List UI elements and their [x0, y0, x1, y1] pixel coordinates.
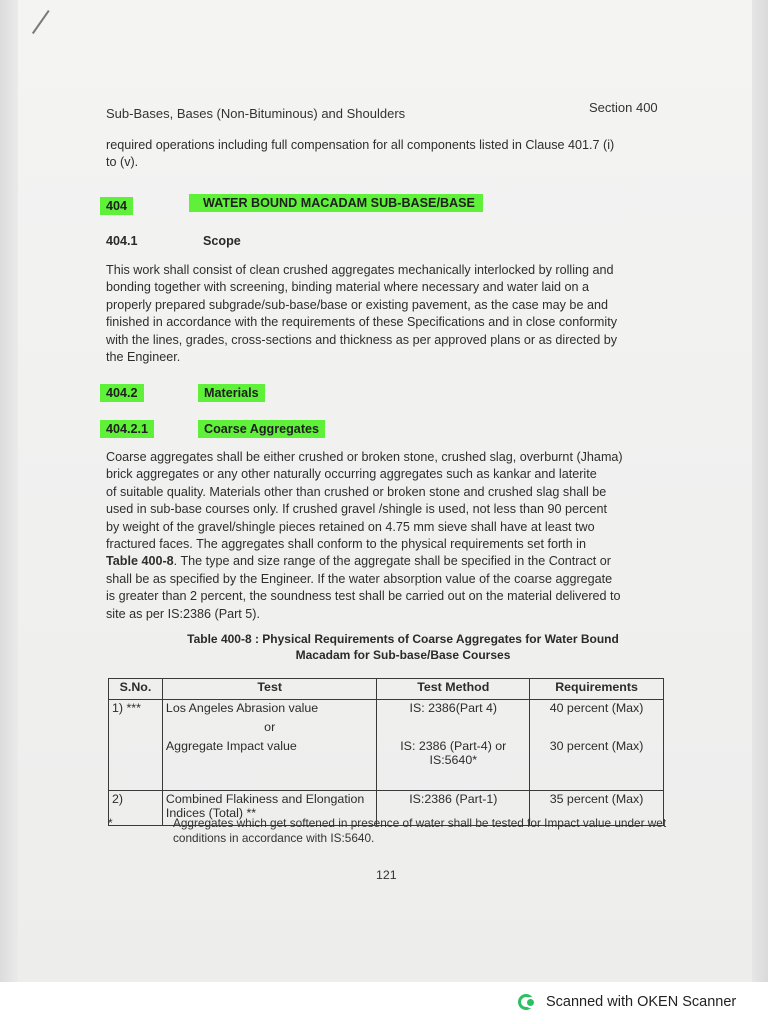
highlighted-materials-title: Materials [198, 384, 265, 402]
method-b: IS: 2386 (Part-4) or IS:5640* [400, 739, 507, 767]
test-la-abrasion: Los Angeles Abrasion value [165, 701, 319, 715]
table-row [109, 700, 664, 791]
coarse-line: is greater than 2 percent, the soundness test shall be carried out on the material delivered to [106, 589, 621, 604]
table-reference: Table 400-8 [106, 554, 174, 569]
requirement-a: 40 percent (Max) [549, 701, 644, 715]
scanner-label: Scanned with OKEN Scanner [546, 994, 737, 1010]
requirement-b: 30 percent (Max) [549, 739, 644, 753]
cell-test [162, 700, 377, 791]
cell-sno: 1) *** [109, 700, 163, 791]
section-404-number [100, 197, 133, 215]
materials-title [198, 384, 265, 402]
test-or: or [264, 720, 276, 734]
scope-line: This work shall consist of clean crushed aggregates mechanically interlocked by rolling and [106, 263, 614, 277]
highlighted-materials-number: 404.2 [100, 384, 144, 402]
scanner-watermark [518, 990, 736, 1014]
coarse-line: brick aggregates or any other naturally occurring aggregates such as kankar and laterite [106, 467, 597, 482]
coarse-line: of suitable quality. Materials other than crushed or broken stone and crushed slag shall be [106, 484, 607, 499]
running-header-section: Section 400 [589, 100, 658, 115]
scope-line: finished in accordance with the requirements of these Specifications and in close conformity [106, 315, 618, 330]
header-test-method: Test Method [377, 679, 530, 700]
highlighted-section-number: 404 [100, 197, 133, 215]
cell-requirement [530, 700, 664, 791]
header-requirements: Requirements [530, 679, 664, 700]
highlighted-coarse-title: Coarse Aggregates [198, 420, 325, 438]
cell-requirement: 35 percent (Max) [530, 791, 664, 826]
cell-test: Combined Flakiness and Elongation Indices (Total) ** [162, 791, 377, 826]
cell-method: IS:2386 (Part-1) [377, 791, 530, 826]
section-404-title [189, 194, 483, 212]
intro-line-2: to (v). [106, 155, 139, 170]
footnote-text: Aggregates which get softened in presence of water shall be tested for Impact value under wet conditions in accordance with IS:5640. [173, 816, 667, 845]
scope-line: properly prepared subgrade/sub-base/base or existing pavement, as the case may be and [106, 297, 608, 312]
materials-number [100, 384, 144, 402]
scope-line: the Engineer. [106, 350, 181, 365]
coarse-line: used in sub-base courses only. If crushed gravel /shingle is used, not less than 90 percent [106, 502, 608, 517]
table-caption-line-2: Macadam for Sub-base/Base Courses [295, 648, 511, 662]
coarse-line-with-ref [106, 553, 666, 570]
coarse-line: by weight of the gravel/shingle pieces retained on 4.75 mm sieve shall have at least two [106, 519, 595, 534]
coarse-line: Coarse aggregates shall be either crushed or broken stone, crushed slag, overburnt (Jhama) [106, 450, 623, 464]
coarse-line: shall be as specified by the Engineer. If the water absorption value of the coarse aggregate [106, 571, 613, 586]
scope-line: with the lines, grades, cross-sections and thickness as per approved plans or as directed by [106, 332, 618, 347]
scope-title: Scope [203, 234, 241, 248]
coarse-line: site as per IS:2386 (Part 5). [106, 606, 260, 621]
pen-mark [32, 10, 50, 34]
method-a: IS: 2386(Part 4) [409, 701, 497, 715]
scope-number: 404.1 [106, 234, 138, 248]
requirements-table [108, 678, 664, 826]
coarse-paragraph [106, 449, 666, 623]
oken-logo-icon [518, 992, 538, 1012]
coarse-line: fractured faces. The aggregates shall conform to the physical requirements set forth in [106, 537, 586, 552]
coarse-number [100, 420, 154, 438]
header-sno: S.No. [109, 679, 163, 700]
running-header-title: Sub-Bases, Bases (Non-Bituminous) and Shoulders [106, 106, 406, 121]
scope-line: bonding together with screening, binding material where necessary and water laid on a [106, 280, 590, 295]
table-header-row [109, 679, 664, 700]
scope-paragraph [106, 262, 666, 366]
cell-method [377, 700, 530, 791]
table-caption-line-1: Table 400-8 : Physical Requirements of Coarse Aggregates for Water Bound [187, 632, 619, 646]
table-caption [118, 631, 688, 663]
coarse-line-continued: . The type and size range of the aggregate shall be specified in the Contract or [173, 554, 611, 569]
highlighted-section-title: WATER BOUND MACADAM SUB-BASE/BASE [189, 194, 483, 212]
footnote-mark: * [108, 816, 113, 830]
intro-paragraph [106, 137, 666, 172]
intro-line-1: required operations including full compensation for all components listed in Clause 401.7 (i) [106, 138, 615, 152]
coarse-title [198, 420, 325, 438]
highlighted-coarse-number: 404.2.1 [100, 420, 154, 438]
test-impact: Aggregate Impact value [165, 739, 297, 753]
header-test: Test [162, 679, 377, 700]
cell-sno: 2) [109, 791, 163, 826]
page-number: 121 [376, 868, 397, 882]
